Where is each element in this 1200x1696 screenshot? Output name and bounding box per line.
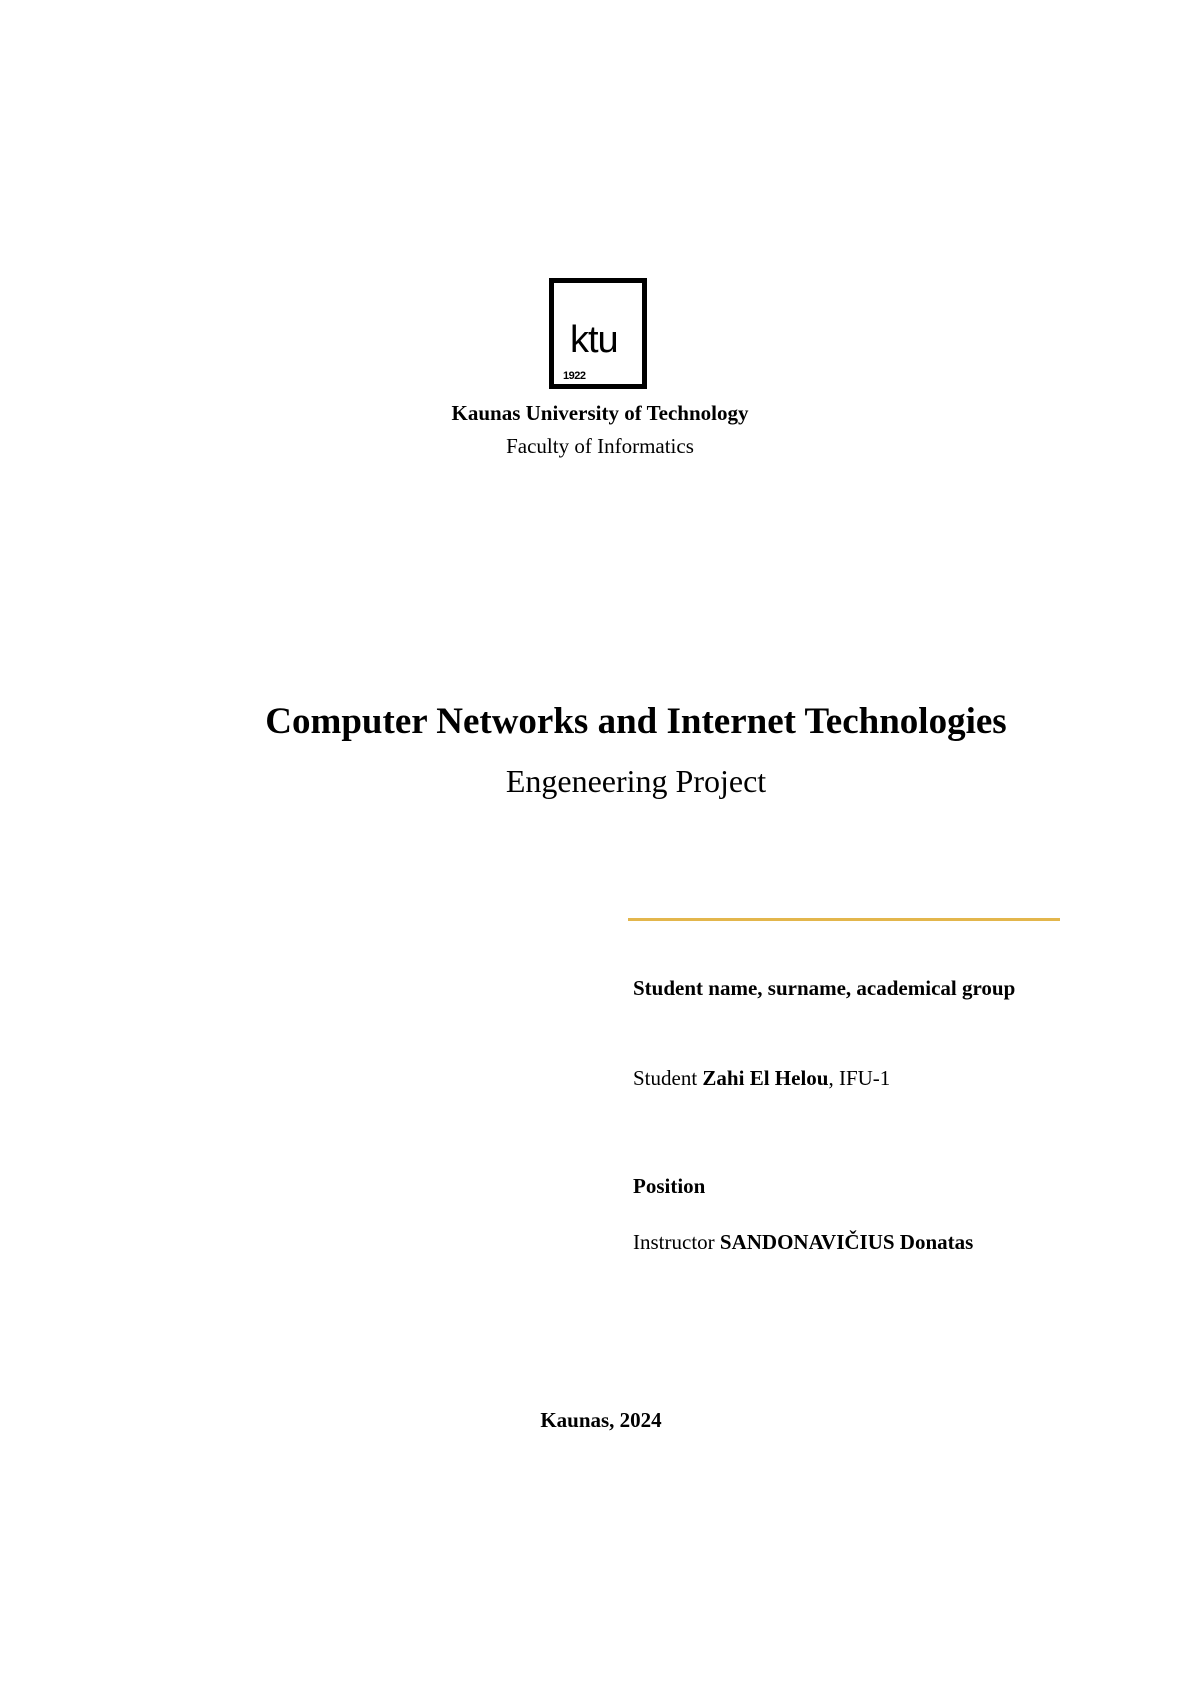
document-title: Computer Networks and Internet Technologies <box>265 701 1007 742</box>
student-prefix: Student <box>633 1066 698 1090</box>
instructor-name: SANDONAVIČIUS Donatas <box>719 1230 974 1254</box>
logo-wordmark: ktu <box>570 319 618 361</box>
document-subtitle: Engeneering Project <box>505 763 767 799</box>
student-name: Zahi El Helou <box>702 1066 829 1090</box>
position-label: Position <box>633 1174 706 1198</box>
position-value <box>633 1226 1057 1258</box>
student-label: Student name, surname, academical group <box>633 976 1016 1000</box>
student-value <box>633 1062 1057 1094</box>
accent-divider <box>628 918 1060 921</box>
position-prefix: Instructor <box>633 1230 715 1254</box>
logo-year: 1922 <box>563 370 586 382</box>
place-and-date: Kaunas, 2024 <box>540 1408 662 1432</box>
university-logo <box>549 278 647 389</box>
student-group: , IFU-1 <box>828 1066 891 1090</box>
university-name: Kaunas University of Technology <box>451 401 749 425</box>
faculty-name: Faculty of Informatics <box>506 434 694 458</box>
